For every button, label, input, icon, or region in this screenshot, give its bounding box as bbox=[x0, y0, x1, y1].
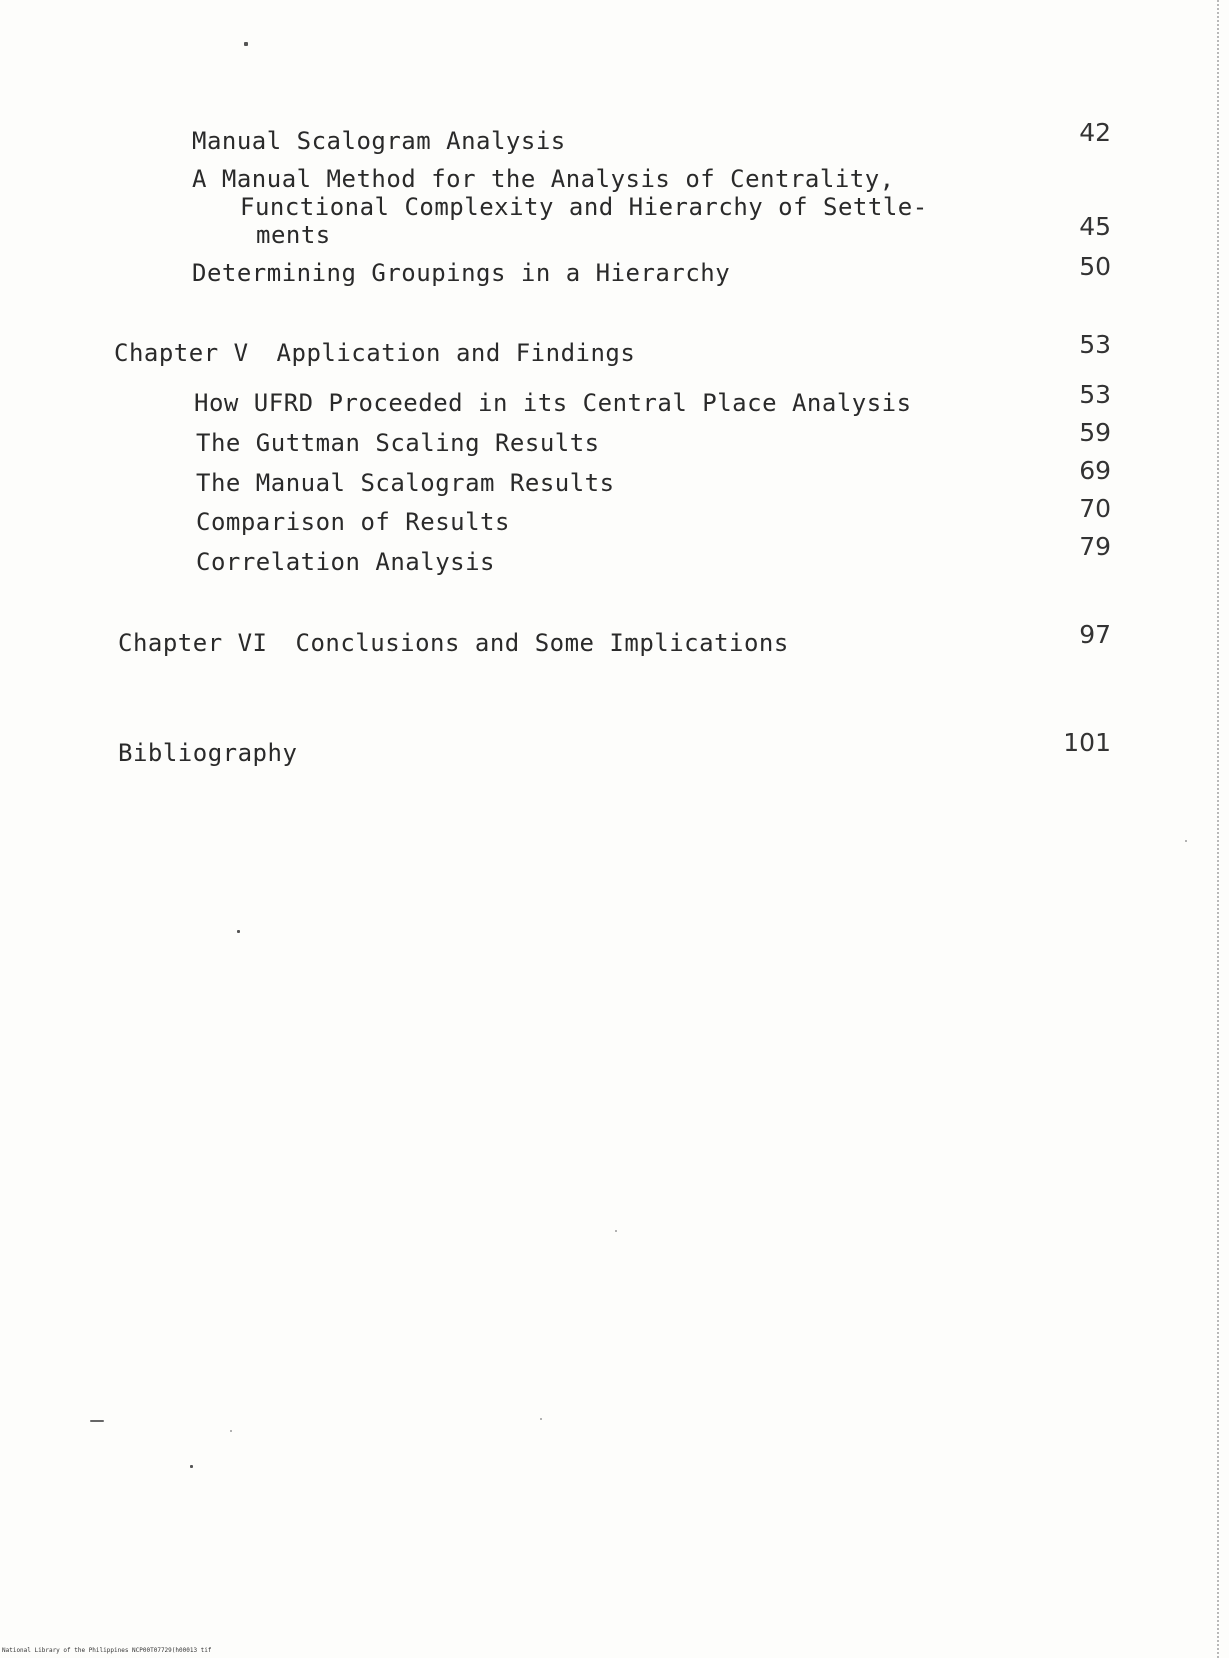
toc-entry-title: Determining Groupings in a Hierarchy bbox=[192, 259, 731, 287]
toc-entry-manual-scalogram-results bbox=[196, 470, 615, 496]
toc-entry-comparison bbox=[196, 509, 510, 535]
toc-entry-title: A Manual Method for the Analysis of Centrality, bbox=[192, 165, 895, 193]
toc-entry-groupings bbox=[192, 260, 730, 286]
toc-chapter-5 bbox=[114, 340, 635, 366]
toc-page-number: 45 bbox=[1079, 212, 1111, 241]
toc-entry-title: ments bbox=[256, 221, 331, 249]
toc-entry-title: Functional Complexity and Hierarchy of Settle- bbox=[240, 193, 928, 221]
toc-entry-ufrd bbox=[194, 390, 912, 416]
toc-page-number: 42 bbox=[1079, 118, 1111, 147]
scan-footer: National Library of the Philippines NCP00T07729(h00013 tif bbox=[2, 1647, 212, 1654]
toc-entry-manual-method-line-2 bbox=[240, 194, 928, 220]
scan-speck bbox=[90, 1420, 104, 1422]
toc-entry-guttman bbox=[196, 430, 600, 456]
scan-speck bbox=[540, 1418, 542, 1420]
scan-speck bbox=[230, 1430, 232, 1432]
toc-entry-title: Manual Scalogram Analysis bbox=[192, 127, 566, 155]
toc-entry-correlation bbox=[196, 549, 495, 575]
toc-entry-title: Comparison of Results bbox=[196, 508, 510, 536]
toc-entry-manual-scalogram bbox=[192, 128, 566, 154]
scan-speck bbox=[244, 42, 248, 46]
scan-speck bbox=[1185, 840, 1187, 842]
chapter-title: Conclusions and Some Implications bbox=[295, 629, 789, 657]
toc-entry-title: Bibliography bbox=[118, 739, 298, 767]
toc-entry-manual-method-line-1 bbox=[192, 166, 895, 192]
toc-page-number: 53 bbox=[1079, 380, 1111, 409]
toc-entry-title: Correlation Analysis bbox=[196, 548, 495, 576]
toc-page-number: 70 bbox=[1079, 494, 1111, 523]
toc-page-number: 59 bbox=[1079, 418, 1111, 447]
scan-speck bbox=[190, 1465, 193, 1468]
toc-page-number: 69 bbox=[1079, 456, 1111, 485]
chapter-title: Application and Findings bbox=[276, 339, 636, 367]
toc-entry-title: The Guttman Scaling Results bbox=[196, 429, 600, 457]
toc-chapter-6 bbox=[118, 630, 789, 656]
scan-speck bbox=[615, 1230, 617, 1232]
toc-entry-manual-method-line-3 bbox=[256, 222, 331, 248]
toc-page-number: 97 bbox=[1079, 620, 1111, 649]
toc-entry-title: The Manual Scalogram Results bbox=[196, 469, 615, 497]
scan-speck bbox=[237, 930, 240, 933]
scan-edge bbox=[1217, 0, 1229, 1658]
chapter-label: Chapter VI bbox=[118, 629, 268, 657]
toc-page-number: 50 bbox=[1079, 252, 1111, 281]
toc-page-number: 53 bbox=[1079, 330, 1111, 359]
toc-entry-title: How UFRD Proceeded in its Central Place Analysis bbox=[194, 389, 912, 417]
chapter-label: Chapter V bbox=[114, 339, 249, 367]
toc-bibliography bbox=[118, 740, 297, 766]
toc-page-number: 101 bbox=[1063, 728, 1111, 757]
toc-page-number: 79 bbox=[1079, 532, 1111, 561]
